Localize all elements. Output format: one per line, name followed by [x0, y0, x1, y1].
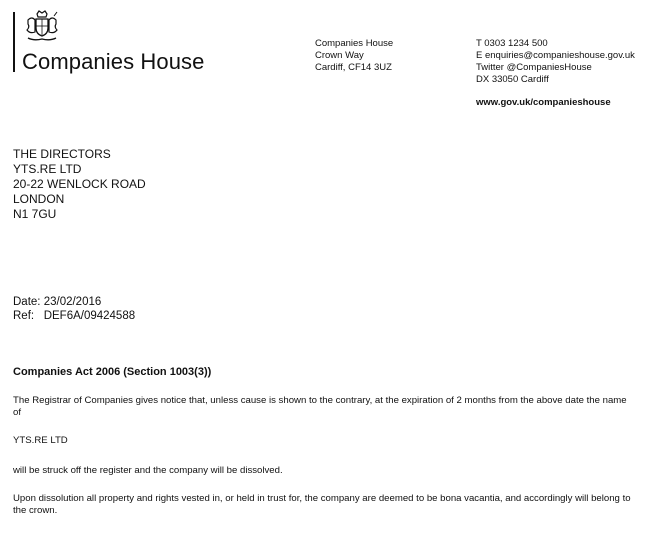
address-line: Cardiff, CF14 3UZ — [315, 62, 392, 73]
contact-dx: DX 33050 Cardiff — [476, 74, 549, 85]
recipient-address — [13, 147, 146, 222]
recipient-line: 20-22 WENLOCK ROAD — [13, 177, 146, 191]
ref-row — [13, 309, 135, 323]
address-line: Companies House — [315, 38, 394, 49]
ref-label: Ref: — [13, 310, 35, 322]
contact-twitter: Twitter @CompaniesHouse — [476, 62, 592, 73]
royal-coat-of-arms-icon — [24, 10, 60, 44]
company-name: YTS.RE LTD — [13, 435, 68, 446]
brand-name: Companies House — [22, 49, 205, 74]
website-link[interactable]: www.gov.uk/companieshouse — [476, 97, 611, 108]
contact-email: E enquiries@companieshouse.gov.uk — [476, 50, 635, 61]
dissolution-paragraph: Upon dissolution all property and rights vested in, or held in trust for, the company are deemed to be bona vacantia, and accordingly will belong to the crown. — [13, 493, 631, 516]
letter-body — [13, 366, 633, 533]
address-line: Crown Way — [315, 50, 364, 61]
letter-heading: Companies Act 2006 (Section 1003(3)) — [13, 366, 212, 378]
recipient-line: N1 7GU — [13, 207, 57, 221]
strike-off-paragraph: will be struck off the register and the company will be dissolved. — [13, 465, 283, 476]
office-address — [315, 38, 393, 74]
contact-details — [476, 38, 635, 109]
recipient-line: LONDON — [13, 192, 65, 206]
notice-paragraph: The Registrar of Companies gives notice that, unless cause is shown to the contrary, at the expiration of 2 months from the above date the name of — [13, 395, 627, 418]
date-row — [13, 295, 135, 309]
recipient-line: YTS.RE LTD — [13, 162, 82, 176]
ref-value: DEF6A/09424588 — [43, 310, 136, 322]
logo-rule — [13, 12, 15, 72]
contact-phone: T 0303 1234 500 — [476, 38, 548, 49]
date-value: 23/02/2016 — [43, 296, 102, 308]
recipient-line: THE DIRECTORS — [13, 147, 111, 161]
date-label: Date: — [13, 296, 41, 308]
letter-meta — [13, 295, 135, 323]
